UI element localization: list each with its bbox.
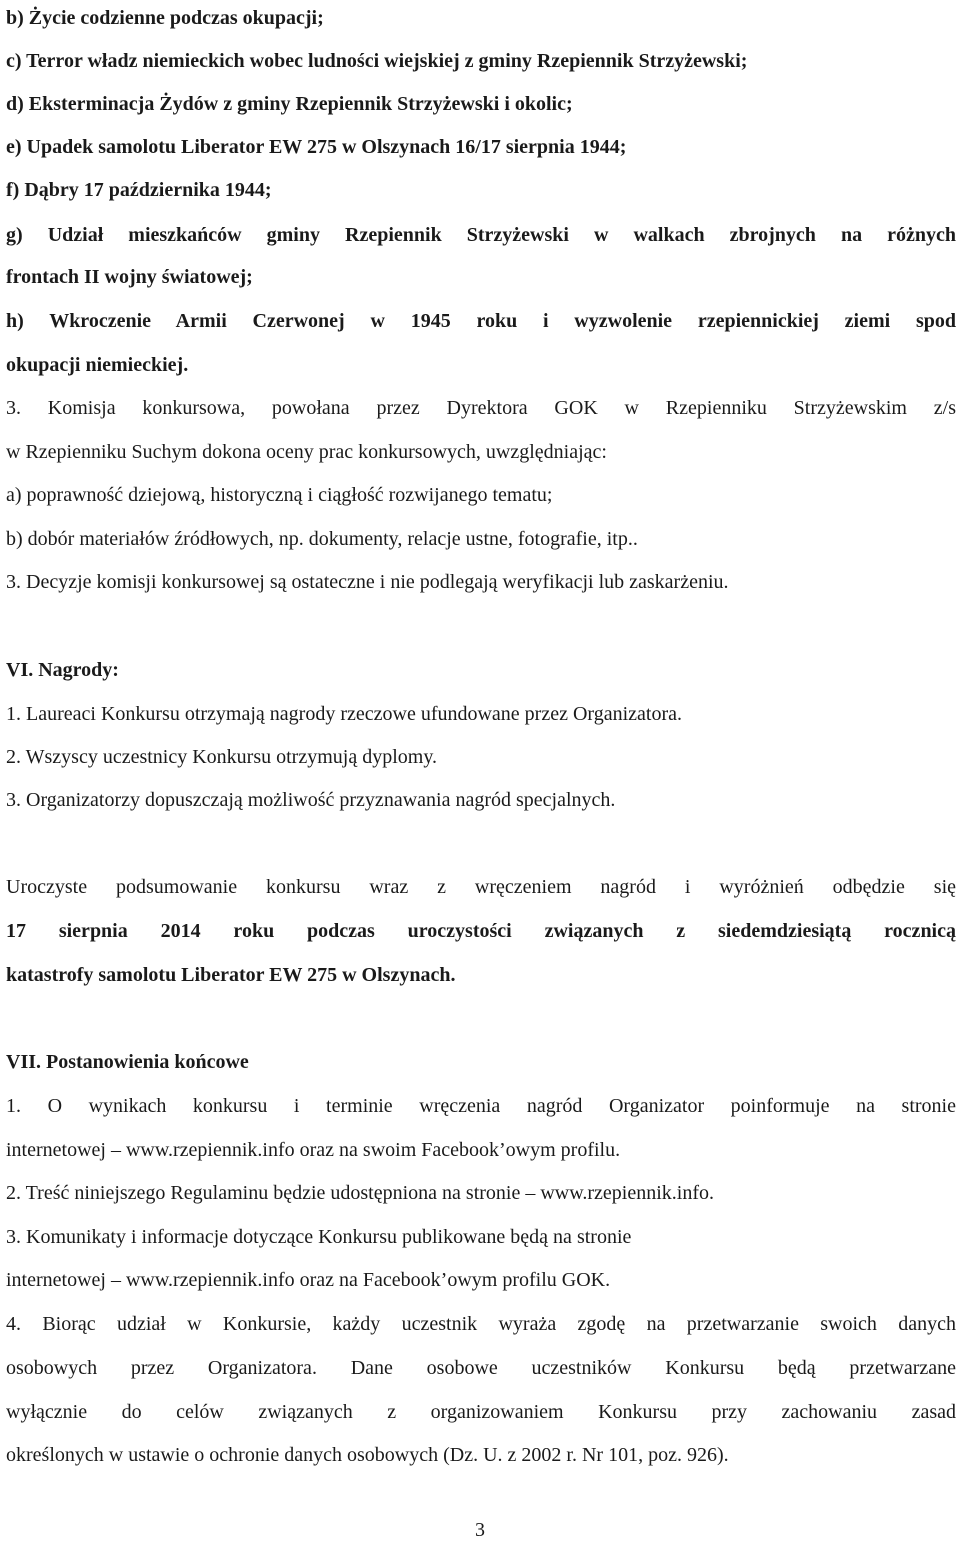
final-provision-line: internetowej – www.rzepiennik.info oraz na swoim Facebook’owym profilu. — [6, 1139, 621, 1161]
topic-h-cont: okupacji niemieckiej. — [6, 354, 189, 376]
final-provision-line: internetowej – www.rzepiennik.info oraz na Facebook’owym profilu GOK. — [6, 1269, 611, 1291]
page-number: 3 — [475, 1519, 485, 1541]
final-provision-line: 1. O wynikach konkursu i terminie wręczenia nagród Organizator poinformuje na stronie — [6, 1095, 956, 1117]
ceremony-line-1: Uroczyste podsumowanie konkursu wraz z wręczeniem nagród i wyróżnień odbędzie się — [6, 876, 956, 898]
criterion-a: a) poprawność dziejową, historyczną i ciągłość rozwijanego tematu; — [6, 484, 553, 506]
award-item-1: 1. Laureaci Konkursu otrzymają nagrody rzeczowe ufundowane przez Organizatora. — [6, 703, 682, 725]
topic-g: g) Udział mieszkańców gminy Rzepiennik Strzyżewski w walkach zbrojnych na różnych — [6, 224, 956, 246]
final-provision-line: osobowych przez Organizatora. Dane osobowe uczestników Konkursu będą przetwarzane — [6, 1357, 956, 1379]
award-item-2: 2. Wszyscy uczestnicy Konkursu otrzymują dyplomy. — [6, 746, 438, 768]
final-provision-line: wyłącznie do celów związanych z organizowaniem Konkursu przy zachowaniu zasad — [6, 1401, 956, 1423]
evaluation-line-1: 3. Komisja konkursowa, powołana przez Dyrektora GOK w Rzepienniku Strzyżewskim z/s — [6, 397, 956, 419]
section-7-heading: VII. Postanowienia końcowe — [6, 1051, 249, 1073]
final-provision-line: 3. Komunikaty i informacje dotyczące Konkursu publikowane będą na stronie — [6, 1226, 632, 1248]
final-provision-line: 2. Treść niniejszego Regulaminu będzie udostępniona na stronie – www.rzepiennik.info. — [6, 1182, 714, 1204]
criterion-b: b) dobór materiałów źródłowych, np. dokumenty, relacje ustne, fotografie, itp.. — [6, 528, 638, 550]
topic-d: d) Eksterminacja Żydów z gminy Rzepiennik Strzyżewski i okolic; — [6, 93, 573, 115]
decision-final: 3. Decyzje komisji konkursowej są ostateczne i nie podlegają weryfikacji lub zaskarżeniu. — [6, 571, 729, 593]
topic-c: c) Terror władz niemieckich wobec ludności wiejskiej z gminy Rzepiennik Strzyżewski; — [6, 50, 748, 72]
final-provision-line: określonych w ustawie o ochronie danych osobowych (Dz. U. z 2002 r. Nr 101, poz. 926). — [6, 1444, 729, 1466]
ceremony-line-3: katastrofy samolotu Liberator EW 275 w Olszynach. — [6, 964, 456, 986]
topic-f: f) Dąbry 17 października 1944; — [6, 179, 272, 201]
award-item-3: 3. Organizatorzy dopuszczają możliwość przyznawania nagród specjalnych. — [6, 789, 616, 811]
topic-e: e) Upadek samolotu Liberator EW 275 w Olszynach 16/17 sierpnia 1944; — [6, 136, 627, 158]
evaluation-line-2: w Rzepienniku Suchym dokona oceny prac konkursowych, uwzględniając: — [6, 441, 607, 463]
section-6-heading: VI. Nagrody: — [6, 659, 119, 681]
ceremony-line-2: 17 sierpnia 2014 roku podczas uroczystości związanych z siedemdziesiątą rocznicą — [6, 920, 956, 942]
topic-h: h) Wkroczenie Armii Czerwonej w 1945 roku i wyzwolenie rzepiennickiej ziemi spod — [6, 310, 956, 332]
topic-b: b) Życie codzienne podczas okupacji; — [6, 7, 324, 29]
topic-g-cont: frontach II wojny światowej; — [6, 266, 253, 288]
final-provision-line: 4. Biorąc udział w Konkursie, każdy uczestnik wyraża zgodę na przetwarzanie swoich danych — [6, 1313, 956, 1335]
